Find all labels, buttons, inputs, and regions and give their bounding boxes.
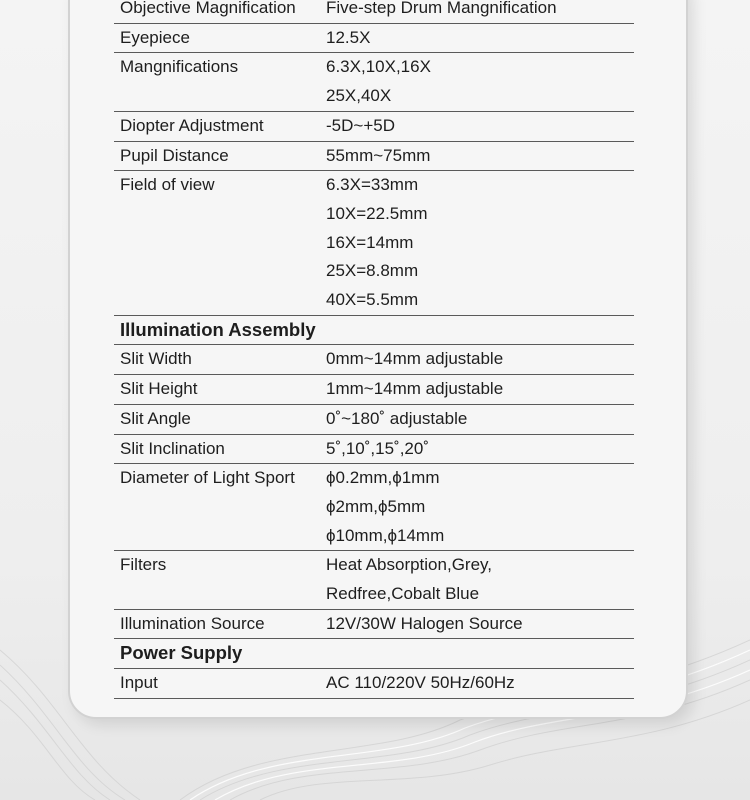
spec-label: Pupil Distance	[120, 145, 229, 165]
table-row	[114, 142, 634, 172]
section-header-row	[114, 639, 634, 669]
spec-value: 12.5X	[326, 27, 371, 47]
spec-values	[326, 435, 634, 464]
spec-label: Input	[120, 673, 158, 693]
spec-value: 25X=8.8mm	[326, 261, 419, 281]
spec-label: Diameter of Light Sport	[120, 468, 295, 488]
spec-value: 12V/30W Halogen Source	[326, 613, 523, 633]
spec-label: Diopter Adjustment	[120, 115, 264, 135]
spec-value: 1mm~14mm adjustable	[326, 379, 504, 399]
spec-values	[326, 171, 634, 315]
spec-values	[326, 464, 634, 550]
spec-value: 10X=22.5mm	[326, 203, 428, 223]
table-row	[114, 435, 634, 465]
spec-values	[326, 669, 634, 698]
spec-value: 40X=5.5mm	[326, 290, 419, 310]
table-row	[114, 610, 634, 640]
spec-label: Eyepiece	[120, 27, 190, 47]
spec-value: 6.3X,10X,16X	[326, 57, 431, 77]
spec-values	[326, 53, 634, 110]
spec-value: 0˚~180˚ adjustable	[326, 408, 468, 428]
spec-value: ϕ2mm,ϕ5mm	[326, 496, 426, 516]
spec-values	[326, 610, 634, 639]
spec-card	[68, 0, 688, 719]
spec-label: Field of view	[120, 175, 215, 195]
spec-value: 16X=14mm	[326, 232, 414, 252]
spec-values	[326, 142, 634, 171]
spec-values	[326, 345, 634, 374]
table-row	[114, 551, 634, 609]
table-row	[114, 171, 634, 316]
spec-value: ϕ10mm,ϕ14mm	[326, 525, 445, 545]
spec-label: Slit Inclination	[120, 438, 225, 458]
spec-value: Redfree,Cobalt Blue	[326, 584, 480, 604]
table-row	[114, 345, 634, 375]
table-row	[114, 669, 634, 699]
spec-table	[114, 0, 634, 699]
spec-values	[326, 112, 634, 141]
spec-label: Filters	[120, 555, 167, 575]
spec-label: Slit Height	[120, 379, 198, 399]
section-title: Illumination Assembly	[120, 318, 316, 340]
spec-value: ϕ0.2mm,ϕ1mm	[326, 468, 440, 488]
spec-label: Objective Magnification	[120, 0, 296, 17]
spec-values	[326, 405, 634, 434]
spec-label: Slit Width	[120, 349, 192, 369]
section-title: Power Supply	[120, 642, 243, 664]
section-header-row	[114, 316, 634, 346]
spec-value: 55mm~75mm	[326, 145, 431, 165]
spec-value: Five-step Drum Mangnification	[326, 0, 557, 17]
table-row	[114, 375, 634, 405]
spec-value: 6.3X=33mm	[326, 175, 419, 195]
table-row	[114, 24, 634, 54]
spec-label: Slit Angle	[120, 408, 191, 428]
spec-values	[326, 551, 634, 608]
table-row	[114, 405, 634, 435]
spec-value: Heat Absorption,Grey,	[326, 555, 492, 575]
spec-value: AC 110/220V 50Hz/60Hz	[326, 673, 515, 693]
table-row	[114, 0, 634, 24]
spec-value: 0mm~14mm adjustable	[326, 349, 504, 369]
table-row	[114, 112, 634, 142]
spec-value: -5D~+5D	[326, 115, 395, 135]
spec-value: 5˚,10˚,15˚,20˚	[326, 438, 429, 458]
table-row	[114, 464, 634, 551]
table-row	[114, 53, 634, 111]
spec-values	[326, 375, 634, 404]
spec-label: Illumination Source	[120, 613, 265, 633]
spec-label: Mangnifications	[120, 57, 239, 77]
spec-values	[326, 24, 634, 53]
spec-value: 25X,40X	[326, 86, 392, 106]
spec-values	[326, 0, 634, 23]
